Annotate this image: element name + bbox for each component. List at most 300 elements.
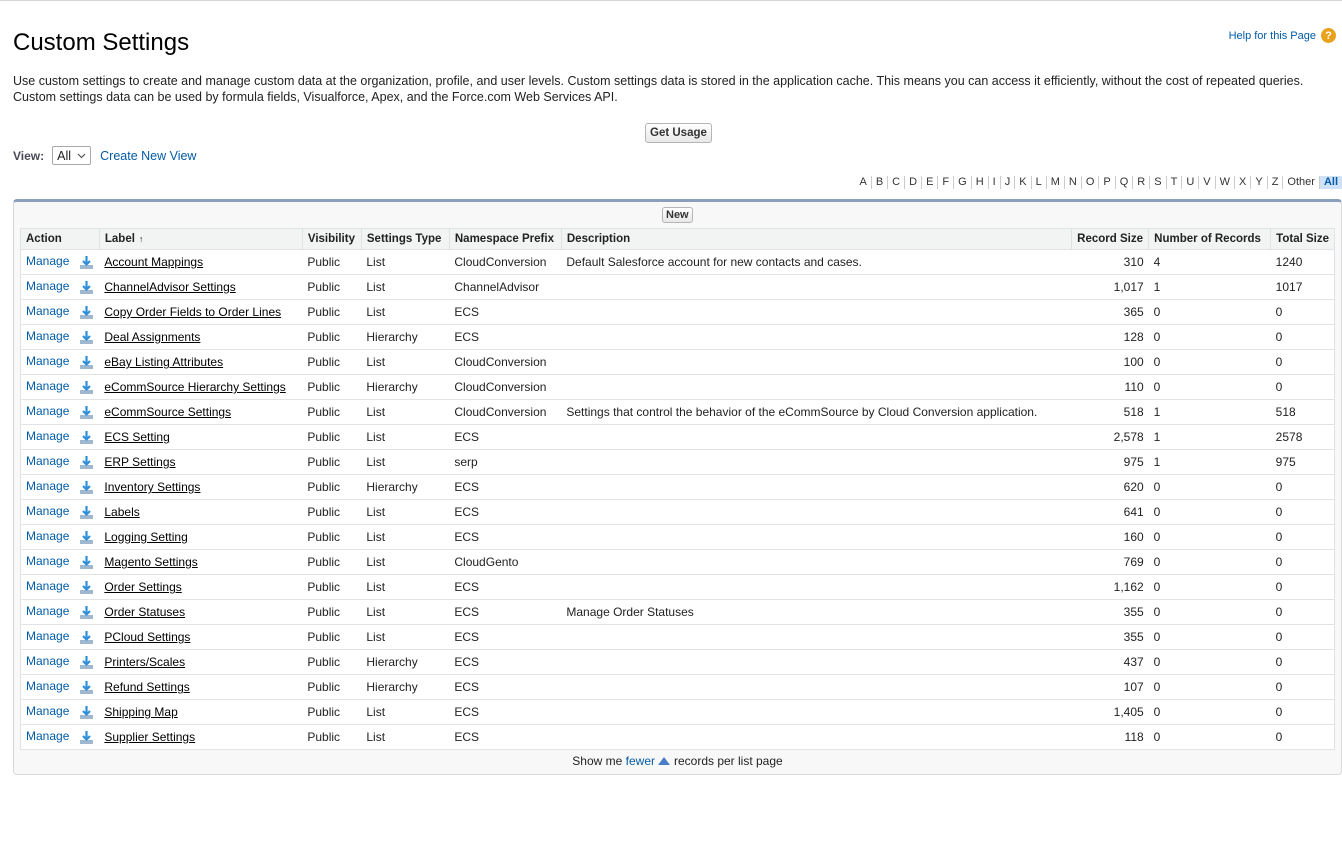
action-cell [21, 375, 100, 400]
record-size-cell: 2,578 [1072, 425, 1149, 450]
description-cell [561, 725, 1071, 750]
intro-text: Use custom settings to create and manage custom data at the organization, profile, and user levels. Custom settings data is stored in the application cache. This means you can access it efficiently, without the cost of repeated queries. Custom settings data can be used by formula fields, Visualforce, Apex, and the Force.com Web Services API. [13, 74, 1304, 104]
view-select-value: All [57, 148, 72, 163]
visibility-cell: Public [302, 425, 361, 450]
alpha-filter-i[interactable]: I [988, 176, 1000, 189]
total-size-cell: 0 [1271, 575, 1335, 600]
setting-label-link[interactable]: Order Statuses [104, 605, 186, 619]
record-size-cell: 355 [1072, 625, 1149, 650]
download-icon[interactable] [79, 505, 94, 520]
total-size-cell: 0 [1271, 675, 1335, 700]
visibility-cell: Public [302, 475, 361, 500]
download-icon[interactable] [79, 530, 94, 545]
total-size-cell: 975 [1271, 450, 1335, 475]
settings-type-cell: List [361, 250, 449, 275]
download-icon[interactable] [79, 430, 94, 445]
total-size-cell: 0 [1271, 625, 1335, 650]
alpha-filter-other[interactable]: Other [1282, 176, 1319, 189]
description-cell [561, 575, 1071, 600]
column-header-total-size[interactable]: Total Size [1271, 229, 1335, 250]
manage-link[interactable]: Manage [26, 304, 70, 319]
description-cell [561, 550, 1071, 575]
namespace-cell: CloudConversion [449, 250, 561, 275]
settings-type-cell: List [361, 725, 449, 750]
number-of-records-cell: 1 [1149, 425, 1271, 450]
column-header-description[interactable]: Description [561, 229, 1071, 250]
manage-link[interactable]: Manage [26, 479, 70, 494]
manage-link[interactable]: Manage [26, 429, 70, 444]
table-row [21, 250, 1335, 275]
footer-suffix: records per list page [673, 754, 783, 768]
alpha-filter-m[interactable]: M [1046, 176, 1064, 189]
namespace-cell: ChannelAdvisor [449, 275, 561, 300]
download-icon[interactable] [79, 355, 94, 370]
manage-link[interactable]: Manage [26, 729, 70, 744]
namespace-cell: CloudConversion [449, 350, 561, 375]
manage-link[interactable]: Manage [26, 654, 70, 669]
setting-label-link[interactable]: Magento Settings [104, 555, 198, 569]
settings-type-cell: List [361, 550, 449, 575]
label-cell [99, 600, 302, 625]
download-icon[interactable] [79, 630, 94, 645]
number-of-records-cell: 0 [1149, 525, 1271, 550]
column-header-label-text: Label [104, 233, 135, 245]
action-cell [21, 525, 100, 550]
record-size-cell: 128 [1072, 325, 1149, 350]
visibility-cell: Public [302, 625, 361, 650]
total-size-cell: 1240 [1271, 250, 1335, 275]
action-cell [21, 700, 100, 725]
setting-label-link[interactable]: eBay Listing Attributes [104, 355, 224, 369]
visibility-cell: Public [302, 400, 361, 425]
download-icon[interactable] [79, 605, 94, 620]
alpha-filter-s[interactable]: S [1149, 176, 1165, 189]
description-cell [561, 300, 1071, 325]
description-cell [561, 675, 1071, 700]
number-of-records-cell: 0 [1149, 625, 1271, 650]
settings-type-cell: List [361, 300, 449, 325]
namespace-cell: ECS [449, 475, 561, 500]
number-of-records-cell: 0 [1149, 550, 1271, 575]
table-row [21, 700, 1335, 725]
number-of-records-cell: 0 [1149, 675, 1271, 700]
visibility-cell: Public [302, 550, 361, 575]
manage-link[interactable]: Manage [26, 354, 70, 369]
table-header-row [21, 229, 1335, 250]
alpha-filter-z[interactable]: Z [1267, 176, 1283, 189]
setting-label-link[interactable]: Deal Assignments [104, 330, 201, 344]
settings-type-cell: List [361, 700, 449, 725]
manage-link[interactable]: Manage [26, 504, 70, 519]
action-cell [21, 675, 100, 700]
record-size-cell: 107 [1072, 675, 1149, 700]
action-cell [21, 500, 100, 525]
page-title: Custom Settings [13, 29, 190, 56]
download-icon[interactable] [79, 480, 94, 495]
visibility-cell: Public [302, 300, 361, 325]
sort-ascending-icon: ↑ [138, 234, 144, 244]
table-row [21, 375, 1335, 400]
label-cell [99, 300, 302, 325]
label-cell [99, 325, 302, 350]
total-size-cell: 0 [1271, 600, 1335, 625]
namespace-cell: ECS [449, 425, 561, 450]
alpha-filter-c[interactable]: C [887, 176, 904, 189]
manage-link[interactable]: Manage [26, 579, 70, 594]
number-of-records-cell: 1 [1149, 275, 1271, 300]
label-cell [99, 400, 302, 425]
action-cell [21, 475, 100, 500]
manage-link[interactable]: Manage [26, 679, 70, 694]
namespace-cell: ECS [449, 725, 561, 750]
total-size-cell: 0 [1271, 550, 1335, 575]
alpha-filter-h[interactable]: H [971, 176, 988, 189]
setting-label-link[interactable]: eCommSource Settings [104, 405, 232, 419]
total-size-cell: 0 [1271, 475, 1335, 500]
visibility-cell: Public [302, 325, 361, 350]
total-size-cell: 0 [1271, 300, 1335, 325]
download-icon[interactable] [79, 655, 94, 670]
record-size-cell: 355 [1072, 600, 1149, 625]
view-select[interactable] [52, 146, 91, 165]
table-row [21, 425, 1335, 450]
alpha-filter-o[interactable]: O [1081, 176, 1099, 189]
table-row [21, 300, 1335, 325]
action-cell [21, 325, 100, 350]
alpha-filter-w[interactable]: W [1215, 176, 1234, 189]
pagination-footer [14, 754, 1341, 768]
namespace-cell: ECS [449, 325, 561, 350]
description-cell [561, 625, 1071, 650]
visibility-cell: Public [302, 700, 361, 725]
download-icon[interactable] [79, 580, 94, 595]
setting-label-link[interactable]: Labels [104, 505, 140, 519]
visibility-cell: Public [302, 275, 361, 300]
manage-link[interactable]: Manage [26, 329, 70, 344]
action-cell [21, 425, 100, 450]
table-row [21, 325, 1335, 350]
label-cell [99, 550, 302, 575]
number-of-records-cell: 0 [1149, 350, 1271, 375]
table-row [21, 500, 1335, 525]
label-cell [99, 475, 302, 500]
manage-link[interactable]: Manage [26, 604, 70, 619]
alpha-filter-g[interactable]: G [953, 176, 971, 189]
record-size-cell: 110 [1072, 375, 1149, 400]
visibility-cell: Public [302, 350, 361, 375]
alpha-filter-d[interactable]: D [904, 176, 921, 189]
alpha-filter-q[interactable]: Q [1115, 176, 1133, 189]
table-row [21, 450, 1335, 475]
description-cell [561, 450, 1071, 475]
footer-prefix: Show me [572, 754, 623, 768]
setting-label-link[interactable]: Refund Settings [104, 680, 190, 694]
view-selector-row [13, 146, 196, 165]
label-cell [99, 725, 302, 750]
download-icon[interactable] [79, 680, 94, 695]
settings-type-cell: Hierarchy [361, 325, 449, 350]
label-cell [99, 575, 302, 600]
action-cell [21, 275, 100, 300]
namespace-cell: ECS [449, 300, 561, 325]
download-icon[interactable] [79, 405, 94, 420]
manage-link[interactable]: Manage [26, 404, 70, 419]
column-header-number-of-records[interactable]: Number of Records [1149, 229, 1271, 250]
setting-label-link[interactable]: ERP Settings [104, 455, 176, 469]
namespace-cell: serp [449, 450, 561, 475]
description-cell [561, 350, 1071, 375]
label-cell [99, 500, 302, 525]
label-cell [99, 375, 302, 400]
record-size-cell: 160 [1072, 525, 1149, 550]
show-fewer-link[interactable]: fewer [625, 754, 655, 768]
setting-label-link[interactable]: ECS Setting [104, 430, 170, 444]
setting-label-link[interactable]: Copy Order Fields to Order Lines [104, 305, 282, 319]
download-icon[interactable] [79, 455, 94, 470]
alpha-filter-a[interactable]: A [859, 176, 867, 188]
manage-link[interactable]: Manage [26, 529, 70, 544]
list-panel [13, 199, 1342, 775]
number-of-records-cell: 0 [1149, 700, 1271, 725]
settings-type-cell: List [361, 425, 449, 450]
alpha-filter-y[interactable]: Y [1250, 176, 1266, 189]
alpha-filter-r[interactable]: R [1132, 176, 1149, 189]
namespace-cell: ECS [449, 675, 561, 700]
table-row [21, 600, 1335, 625]
namespace-cell: ECS [449, 700, 561, 725]
description-cell: Manage Order Statuses [561, 600, 1071, 625]
namespace-cell: ECS [449, 625, 561, 650]
alpha-filter-u[interactable]: U [1181, 176, 1198, 189]
record-size-cell: 1,405 [1072, 700, 1149, 725]
settings-type-cell: List [361, 600, 449, 625]
label-cell [99, 675, 302, 700]
total-size-cell: 0 [1271, 350, 1335, 375]
record-size-cell: 100 [1072, 350, 1149, 375]
alpha-filter-p[interactable]: P [1098, 176, 1114, 189]
setting-label-link[interactable]: Order Settings [104, 580, 182, 594]
download-icon[interactable] [79, 305, 94, 320]
settings-type-cell: Hierarchy [361, 675, 449, 700]
download-icon[interactable] [79, 730, 94, 745]
setting-label-link[interactable]: PCloud Settings [104, 630, 191, 644]
namespace-cell: ECS [449, 600, 561, 625]
description-cell [561, 425, 1071, 450]
number-of-records-cell: 0 [1149, 600, 1271, 625]
table-row [21, 675, 1335, 700]
record-size-cell: 641 [1072, 500, 1149, 525]
description-cell [561, 500, 1071, 525]
label-cell [99, 425, 302, 450]
help-link[interactable] [1229, 28, 1336, 43]
number-of-records-cell: 1 [1149, 400, 1271, 425]
number-of-records-cell: 0 [1149, 725, 1271, 750]
record-size-cell: 620 [1072, 475, 1149, 500]
chevron-down-icon [77, 153, 86, 159]
manage-link[interactable]: Manage [26, 629, 70, 644]
table-row [21, 400, 1335, 425]
alpha-filter-j[interactable]: J [1000, 176, 1015, 189]
settings-type-cell: List [361, 625, 449, 650]
namespace-cell: ECS [449, 575, 561, 600]
get-usage-button[interactable]: Get Usage [645, 123, 712, 143]
action-cell [21, 350, 100, 375]
table-row [21, 475, 1335, 500]
column-header-label[interactable] [99, 229, 302, 250]
manage-link[interactable]: Manage [26, 554, 70, 569]
manage-link[interactable]: Manage [26, 379, 70, 394]
namespace-cell: ECS [449, 525, 561, 550]
action-cell [21, 550, 100, 575]
action-cell [21, 725, 100, 750]
action-cell [21, 300, 100, 325]
settings-type-cell: List [361, 525, 449, 550]
settings-type-cell: Hierarchy [361, 475, 449, 500]
record-size-cell: 975 [1072, 450, 1149, 475]
visibility-cell: Public [302, 650, 361, 675]
number-of-records-cell: 0 [1149, 500, 1271, 525]
alpha-filter-bar [855, 176, 1342, 189]
settings-type-cell: List [361, 450, 449, 475]
triangle-up-icon[interactable] [658, 757, 670, 765]
action-cell [21, 575, 100, 600]
total-size-cell: 518 [1271, 400, 1335, 425]
total-size-cell: 0 [1271, 650, 1335, 675]
record-size-cell: 769 [1072, 550, 1149, 575]
create-new-view-link[interactable]: Create New View [100, 148, 197, 163]
table-row [21, 525, 1335, 550]
label-cell [99, 450, 302, 475]
settings-type-cell: Hierarchy [361, 375, 449, 400]
label-cell [99, 700, 302, 725]
action-cell [21, 250, 100, 275]
visibility-cell: Public [302, 600, 361, 625]
number-of-records-cell: 0 [1149, 650, 1271, 675]
alpha-filter-b[interactable]: B [871, 176, 887, 189]
label-cell [99, 525, 302, 550]
description-cell [561, 325, 1071, 350]
setting-label-link[interactable]: Shipping Map [104, 705, 178, 719]
alpha-filter-t[interactable]: T [1166, 176, 1182, 189]
setting-label-link[interactable]: Supplier Settings [104, 730, 196, 744]
alpha-filter-n[interactable]: N [1064, 176, 1081, 189]
visibility-cell: Public [302, 375, 361, 400]
manage-link[interactable]: Manage [26, 704, 70, 719]
manage-link[interactable]: Manage [26, 254, 70, 269]
action-cell [21, 400, 100, 425]
alpha-filter-k[interactable]: K [1014, 176, 1030, 189]
table-row [21, 575, 1335, 600]
record-size-cell: 437 [1072, 650, 1149, 675]
visibility-cell: Public [302, 525, 361, 550]
total-size-cell: 0 [1271, 525, 1335, 550]
download-icon[interactable] [79, 330, 94, 345]
view-label: View: [13, 148, 45, 163]
new-button[interactable]: New [662, 207, 693, 223]
manage-link[interactable]: Manage [26, 454, 70, 469]
visibility-cell: Public [302, 725, 361, 750]
setting-label-link[interactable]: Logging Setting [104, 530, 188, 544]
description-cell [561, 700, 1071, 725]
download-icon[interactable] [79, 255, 94, 270]
record-size-cell: 310 [1072, 250, 1149, 275]
number-of-records-cell: 4 [1149, 250, 1271, 275]
visibility-cell: Public [302, 250, 361, 275]
table-row [21, 725, 1335, 750]
setting-label-link[interactable]: Printers/Scales [104, 655, 186, 669]
setting-label-link[interactable]: Account Mappings [104, 255, 204, 269]
column-header-record-size[interactable]: Record Size [1072, 229, 1149, 250]
description-cell [561, 475, 1071, 500]
description-cell [561, 375, 1071, 400]
settings-type-cell: List [361, 275, 449, 300]
alpha-filter-x[interactable]: X [1234, 176, 1250, 189]
namespace-cell: CloudGento [449, 550, 561, 575]
setting-label-link[interactable]: ChannelAdvisor Settings [104, 280, 236, 294]
column-header-settings-type[interactable]: Settings Type [361, 229, 449, 250]
settings-type-cell: List [361, 575, 449, 600]
record-size-cell: 1,162 [1072, 575, 1149, 600]
help-icon[interactable]: ? [1321, 28, 1336, 43]
alpha-filter-l[interactable]: L [1031, 176, 1046, 189]
label-cell [99, 625, 302, 650]
table-row [21, 350, 1335, 375]
table-row [21, 650, 1335, 675]
visibility-cell: Public [302, 575, 361, 600]
settings-type-cell: Hierarchy [361, 650, 449, 675]
record-size-cell: 365 [1072, 300, 1149, 325]
download-icon[interactable] [79, 280, 94, 295]
description-cell [561, 275, 1071, 300]
number-of-records-cell: 0 [1149, 575, 1271, 600]
namespace-cell: CloudConversion [449, 375, 561, 400]
action-cell [21, 650, 100, 675]
download-icon[interactable] [79, 555, 94, 570]
description-cell: Default Salesforce account for new contacts and cases. [561, 250, 1071, 275]
setting-label-link[interactable]: eCommSource Hierarchy Settings [104, 380, 286, 394]
action-cell [21, 625, 100, 650]
download-icon[interactable] [79, 380, 94, 395]
settings-type-cell: List [361, 350, 449, 375]
label-cell [99, 250, 302, 275]
record-size-cell: 518 [1072, 400, 1149, 425]
alpha-filter-f[interactable]: F [937, 176, 953, 189]
download-icon[interactable] [79, 705, 94, 720]
total-size-cell: 1017 [1271, 275, 1335, 300]
column-header-action: Action [21, 229, 100, 250]
help-link-label[interactable]: Help for this Page [1228, 29, 1316, 42]
table-row [21, 275, 1335, 300]
manage-link[interactable]: Manage [26, 279, 70, 294]
total-size-cell: 0 [1271, 375, 1335, 400]
setting-label-link[interactable]: Inventory Settings [104, 480, 201, 494]
alpha-filter-all[interactable]: All [1319, 176, 1342, 189]
total-size-cell: 0 [1271, 500, 1335, 525]
number-of-records-cell: 0 [1149, 375, 1271, 400]
settings-type-cell: List [361, 500, 449, 525]
action-cell [21, 600, 100, 625]
visibility-cell: Public [302, 450, 361, 475]
record-size-cell: 118 [1072, 725, 1149, 750]
alpha-filter-e[interactable]: E [921, 176, 937, 189]
alpha-filter-v[interactable]: V [1198, 176, 1214, 189]
column-header-visibility[interactable]: Visibility [302, 229, 361, 250]
column-header-namespace[interactable]: Namespace Prefix [449, 229, 561, 250]
number-of-records-cell: 0 [1149, 300, 1271, 325]
label-cell [99, 275, 302, 300]
label-cell [99, 350, 302, 375]
description-cell [561, 650, 1071, 675]
